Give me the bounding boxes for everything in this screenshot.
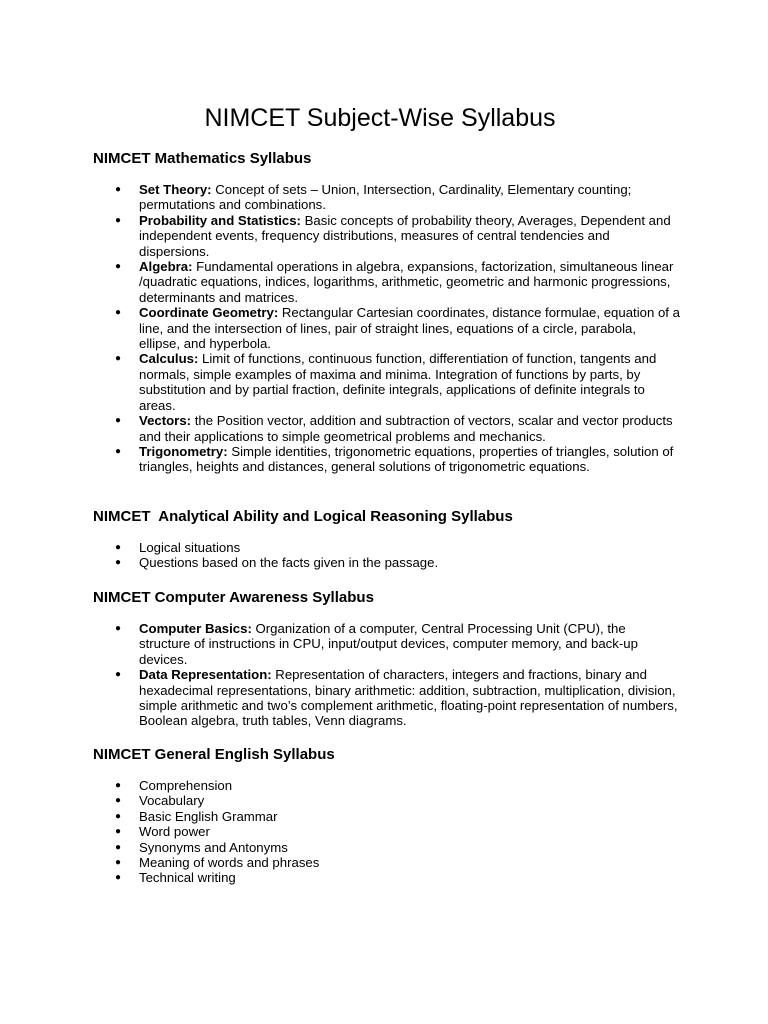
bullet-icon: ● [115, 872, 122, 884]
page-title: NIMCET Subject-Wise Syllabus [204, 104, 556, 132]
item-text: Comprehension [139, 778, 233, 793]
item-text: Representation of characters, integers and fractions, binary and hexadecimal representations, binary arithmetic: addition, subtraction, multiplication, division, simple arithmetic and two’s complement arithmetic, floating-point representation of numbers, Boolean algebra, truth tables, Venn diagrams. [139, 667, 678, 729]
list-item [0, 855, 680, 870]
bullet-icon: ● [115, 780, 122, 791]
item-text: Concept of sets – Union, Intersection, Cardinality, Elementary counting; permutations and combinations. [139, 182, 632, 213]
list-item [0, 555, 680, 570]
section-heading-mathematics: NIMCET Mathematics Syllabus [93, 150, 312, 167]
list-item [0, 182, 680, 213]
list-item [0, 540, 680, 555]
item-text: Technical writing [139, 870, 236, 886]
list-item [0, 870, 680, 885]
list-item [0, 667, 680, 729]
list-item [0, 824, 680, 839]
item-label: Data Representation: [139, 667, 272, 683]
list-item [0, 621, 680, 667]
bullet-icon: ● [115, 445, 122, 457]
bullet-icon: ● [115, 623, 122, 634]
item-text: Logical situations [139, 540, 241, 555]
section-heading-computer: NIMCET Computer Awareness Syllabus [93, 589, 374, 606]
item-text: Basic concepts of probability theory, Averages, Dependent and independent events, frequency distributions, measures of central tendencies and dispersions. [139, 212, 671, 259]
item-text: Word power [139, 824, 210, 840]
bullet-icon: ● [115, 557, 122, 569]
bullet-icon: ● [115, 669, 122, 681]
item-text: Rectangular Cartesian coordinates, distance formulae, equation of a line, and the intersection of lines, pair of straight lines, equations of a circle, parabola, ellipse, and hyperbola. [139, 305, 680, 352]
item-text: Basic English Grammar [139, 808, 278, 824]
item-text: Synonyms and Antonyms [139, 839, 288, 855]
bullet-icon: ● [115, 857, 122, 869]
bullet-icon: ● [115, 810, 122, 822]
list-item [0, 305, 680, 351]
item-text: Meaning of words and phrases [139, 855, 320, 871]
list-english [0, 778, 680, 886]
bullet-icon: ● [115, 214, 122, 226]
bullet-icon: ● [115, 307, 122, 319]
item-label: Vectors: [139, 413, 192, 429]
item-text: Organization of a computer, Central Processing Unit (CPU), the structure of instructions in CPU, input/output devices, computer memory, and back-up devices. [139, 621, 638, 667]
list-item [0, 351, 680, 413]
item-text: Limit of functions, continuous function, differentiation of function, tangents and normals, simple examples of maxima and minima. Integration of functions by parts, by substitution and by partial fraction, definite integrals, applications of definite integrals to areas. [139, 351, 657, 413]
item-label: Algebra: [139, 259, 193, 275]
list-item [0, 793, 680, 808]
bullet-icon: ● [115, 795, 122, 807]
item-text: the Position vector, addition and subtraction of vectors, scalar and vector products and their applications to simple geometrical problems and mechanics. [139, 413, 673, 444]
bullet-icon: ● [115, 841, 122, 853]
bullet-icon: ● [115, 542, 122, 553]
list-computer [0, 621, 680, 729]
item-text: Questions based on the facts given in the passage. [139, 555, 439, 571]
section-heading-analytical: NIMCET Analytical Ability and Logical Reasoning Syllabus [93, 508, 513, 525]
bullet-icon: ● [115, 261, 122, 273]
section-heading-english: NIMCET General English Syllabus [93, 746, 335, 763]
list-analytical [0, 540, 680, 571]
item-text: Simple identities, trigonometric equations, properties of triangles, solution of triangles, heights and distances, general solutions of trigonometric equations. [139, 443, 674, 475]
list-item [0, 778, 680, 793]
bullet-icon: ● [115, 826, 122, 838]
list-item [0, 444, 680, 475]
item-label: Probability and Statistics: [139, 212, 301, 228]
item-text: Fundamental operations in algebra, expansions, factorization, simultaneous linear /quadratic equations, indices, logarithms, arithmetic, geometric and harmonic progressions, determinants and matrices. [139, 259, 674, 305]
item-label: Computer Basics: [139, 621, 252, 636]
list-item [0, 259, 680, 305]
bullet-icon: ● [115, 184, 122, 195]
list-mathematics [0, 182, 680, 475]
list-item [0, 809, 680, 824]
item-label: Calculus: [139, 351, 199, 367]
item-label: Set Theory: [139, 182, 212, 197]
item-label: Coordinate Geometry: [139, 305, 279, 321]
item-text: Vocabulary [139, 793, 205, 809]
bullet-icon: ● [115, 353, 122, 365]
list-item [0, 213, 680, 259]
bullet-icon: ● [115, 415, 122, 427]
list-item [0, 840, 680, 855]
item-label: Trigonometry: [139, 443, 228, 459]
list-item [0, 413, 680, 444]
